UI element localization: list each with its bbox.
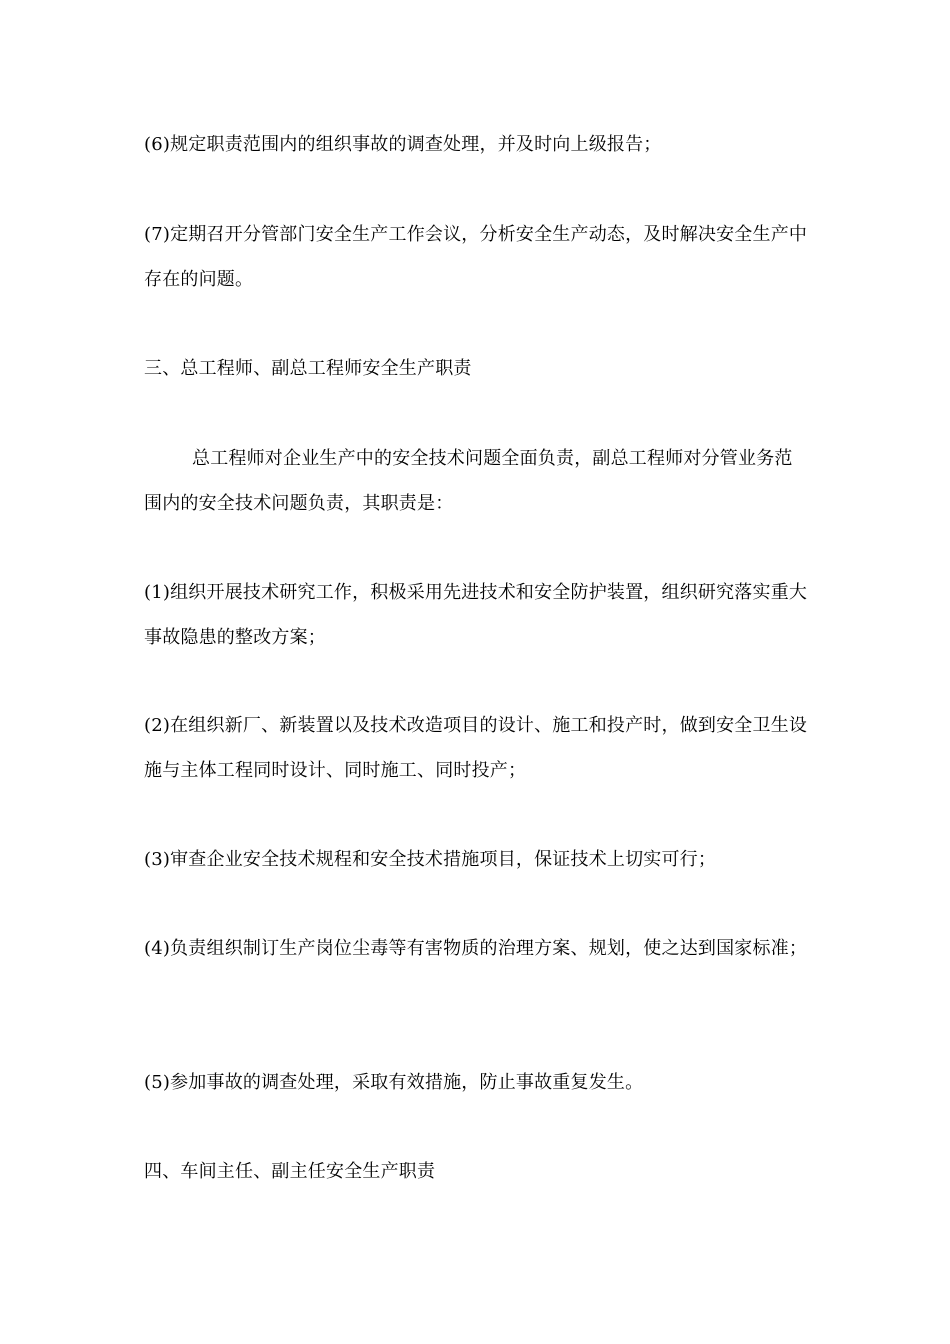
paragraph-item-4: (4)负责组织制订生产岗位尘毒等有害物质的治理方案、规划，使之达到国家标准； bbox=[144, 938, 808, 959]
paragraph-item-3: (3)审查企业安全技术规程和安全技术措施项目，保证技术上切实可行； bbox=[144, 849, 717, 870]
section-heading-4: 四、车间主任、副主任安全生产职责 bbox=[144, 1161, 436, 1182]
paragraph-item-5: (5)参加事故的调查处理，采取有效措施，防止事故重复发生。 bbox=[144, 1072, 644, 1093]
paragraph-item-7: (7)定期召开分管部门安全生产工作会议，分析安全生产动态，及时解决安全生产中存在的问题。 bbox=[144, 224, 808, 290]
paragraph-item-6: (6)规定职责范围内的组织事故的调查处理，并及时向上级报告； bbox=[144, 134, 662, 155]
section-intro-paragraph: 总工程师对企业生产中的安全技术问题全面负责，副总工程师对分管业务范围内的安全技术问题负责，其职责是： bbox=[144, 448, 793, 514]
paragraph-item-1: (1)组织开展技术研究工作，积极采用先进技术和安全防护装置，组织研究落实重大事故隐患的整改方案； bbox=[144, 582, 808, 648]
section-heading-3: 三、总工程师、副总工程师安全生产职责 bbox=[144, 358, 472, 379]
paragraph-item-2: (2)在组织新厂、新装置以及技术改造项目的设计、施工和投产时，做到安全卫生设施与主体工程同时设计、同时施工、同时投产； bbox=[144, 715, 808, 781]
